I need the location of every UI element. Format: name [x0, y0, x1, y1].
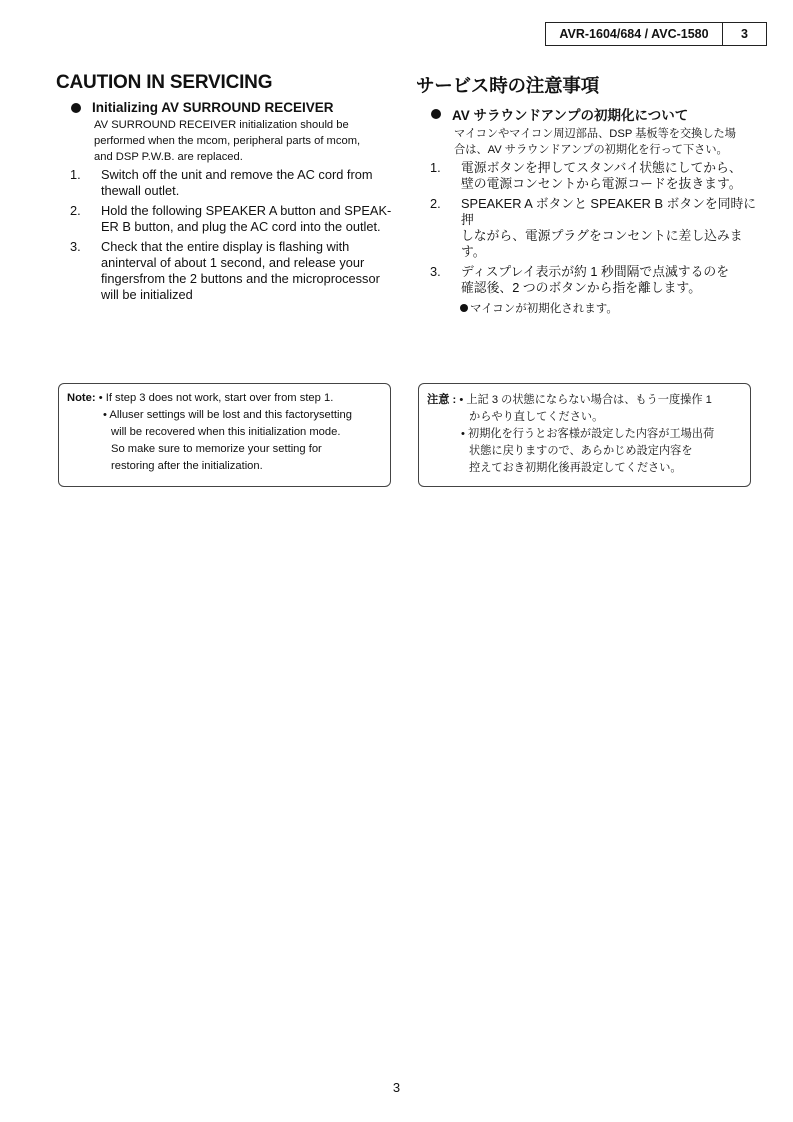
subheading-text: AV サラウンドアンプの初期化について: [452, 108, 689, 123]
bullet-icon: [460, 304, 468, 312]
footer-page-number: 3: [392, 1080, 401, 1095]
note-label: 注意 :: [427, 394, 457, 406]
note-text: restoring after the initialization.: [111, 460, 263, 472]
model-header-box: [545, 22, 767, 46]
subheading-en: [71, 100, 401, 115]
intro-en: [94, 117, 401, 165]
step-text: 電源ボタンを押してスタンバイ状態にしてから、 壁の電源コンセントから電源コードを抜きます。: [461, 160, 742, 191]
note-text: will be recovered when this initialization mode.: [111, 426, 341, 438]
bullet-icon: [431, 109, 441, 119]
note-text: • 上記 3 の状態にならない場合は、もう一度操作 1: [459, 394, 712, 406]
note-text: 控えておき初期化後再設定してください。: [469, 462, 682, 474]
initialization-result: [460, 300, 761, 316]
subheading-text: Initializing AV SURROUND RECEIVER: [92, 100, 334, 115]
note-text: So make sure to memorize your setting for: [111, 443, 322, 455]
step-text: Check that the entire display is flashing with aninterval of about 1 second, and release your fingersfrom the 2 buttons and the microprocessor will be initialized: [101, 239, 380, 302]
subheading-ja: [431, 104, 761, 124]
step-item: [56, 203, 401, 235]
intro-line: and DSP P.W.B. are replaced.: [94, 151, 243, 163]
step-text: SPEAKER A ボタンと SPEAKER B ボタンを同時に押 しながら、電源プラグをコンセントに差し込みま す。: [461, 196, 757, 259]
note-box-en: [58, 383, 391, 487]
model-name: AVR-1604/684 / AVC-1580: [546, 23, 723, 45]
step-text: Switch off the unit and remove the AC cord from thewall outlet.: [101, 167, 373, 198]
step-item: [416, 196, 761, 260]
step-text: ディスプレイ表示が約 1 秒間隔で点滅するのを 確認後、2 つのボタンから指を離します。: [461, 264, 729, 295]
step-number: 2.: [70, 203, 81, 218]
step-number: 3.: [430, 264, 441, 279]
intro-line: マイコンやマイコン周辺部品、DSP 基板等を交換した場: [454, 128, 736, 140]
intro-line: performed when the mcom, peripheral parts of mcom,: [94, 135, 361, 147]
result-text: マイコンが初期化されます。: [470, 303, 618, 315]
note-text: • Alluser settings will be lost and this factorysetting: [103, 409, 352, 421]
steps-ja: [416, 160, 761, 296]
note-text: 状態に戻りますので、あらかじめ設定内容を: [469, 445, 693, 457]
header-page-number: 3: [741, 27, 748, 41]
steps-en: [56, 167, 401, 303]
note-text: からやり直してください。: [469, 411, 604, 423]
note-text: • 初期化を行うとお客様が設定した内容が工場出荷: [461, 428, 715, 440]
step-item: [416, 160, 761, 192]
japanese-column: [416, 72, 761, 316]
note-text: • If step 3 does not work, start over from step 1.: [98, 392, 334, 404]
step-number: 3.: [70, 239, 81, 254]
step-number: 2.: [430, 196, 441, 211]
section-title-en: CAUTION IN SERVICING: [56, 72, 273, 93]
intro-line: AV SURROUND RECEIVER initialization should be: [94, 119, 349, 131]
note-label: Note:: [67, 392, 96, 404]
english-column: [56, 72, 401, 307]
step-item: [56, 167, 401, 199]
step-item: [56, 239, 401, 303]
section-title-ja: サービス時の注意事項: [416, 75, 600, 96]
step-number: 1.: [70, 167, 81, 182]
step-item: [416, 264, 761, 296]
intro-ja: [454, 126, 761, 158]
step-text: Hold the following SPEAKER A button and SPEAK- ER B button, and plug the AC cord into the outlet.: [101, 203, 392, 234]
note-box-ja: [418, 383, 751, 487]
bullet-icon: [71, 103, 81, 113]
step-number: 1.: [430, 160, 441, 175]
intro-line: 合は、AV サラウンドアンプの初期化を行って下さい。: [454, 144, 728, 156]
